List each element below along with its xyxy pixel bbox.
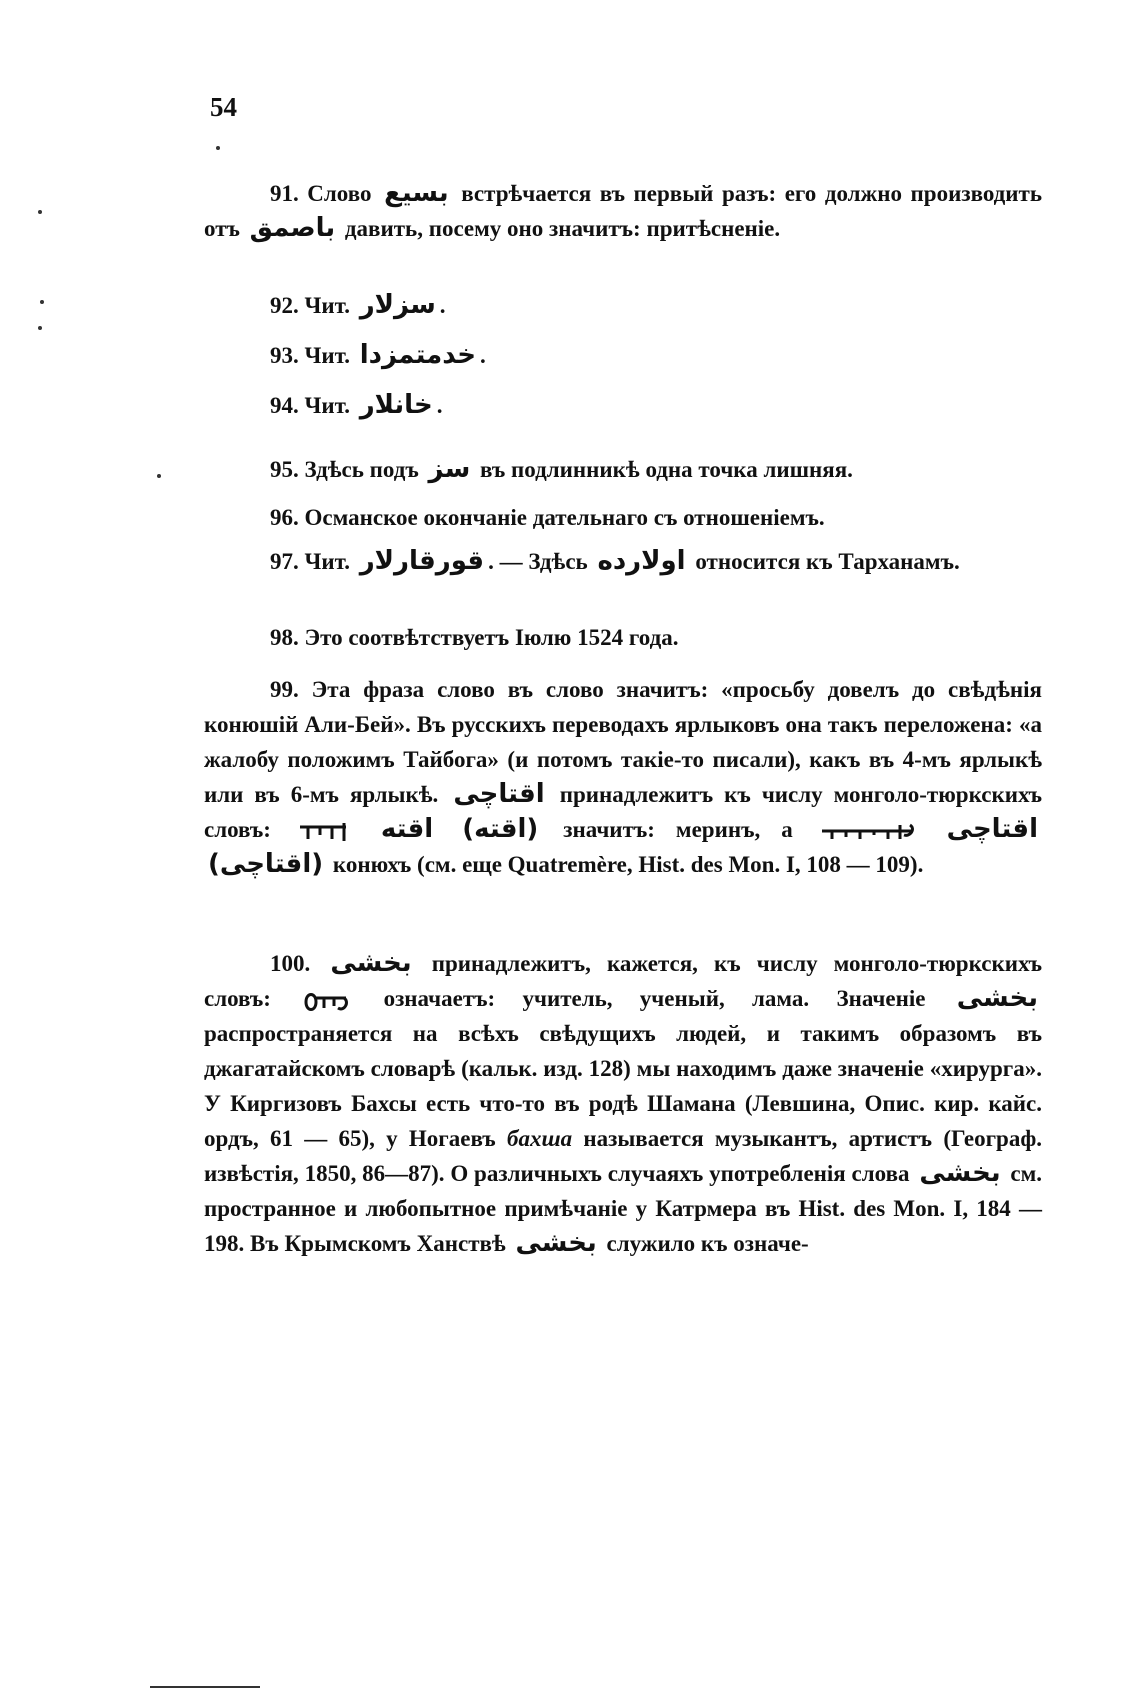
note-97 bbox=[204, 544, 1042, 579]
page-number: 54 bbox=[210, 92, 237, 122]
note-text: служило къ означе- bbox=[606, 1231, 809, 1256]
print-speck bbox=[38, 326, 42, 330]
note-text: Чит. bbox=[304, 293, 350, 318]
note-number: 93. bbox=[270, 343, 299, 368]
arabic-word: قورقارلار bbox=[359, 546, 485, 576]
arabic-word: (اقته) bbox=[462, 814, 539, 844]
note-text: относится къ Тарханамъ. bbox=[695, 549, 960, 574]
arabic-word: اولارده bbox=[597, 546, 686, 576]
note-text: Чит. bbox=[304, 343, 350, 368]
note-text: Слово bbox=[307, 181, 372, 206]
print-speck bbox=[216, 146, 220, 150]
note-text: значитъ: меринъ, а bbox=[563, 817, 793, 842]
arabic-word: بخشی bbox=[956, 983, 1039, 1013]
arabic-word: سزلار bbox=[359, 290, 436, 320]
print-speck bbox=[157, 474, 161, 478]
note-100 bbox=[204, 946, 1042, 1261]
note-text: Османское окончаніе дательнаго съ отношеніемъ. bbox=[304, 505, 825, 530]
note-number: 97. bbox=[270, 549, 299, 574]
print-speck bbox=[40, 300, 44, 304]
note-text: . bbox=[439, 293, 446, 318]
arabic-word: باصمق bbox=[249, 213, 336, 243]
arabic-word: (اقتاچی) bbox=[208, 849, 324, 879]
note-text: принадлежитъ къ числу монголо-тюркскихъ словъ: bbox=[204, 782, 1043, 842]
note-number: 94. bbox=[270, 393, 299, 418]
arabic-word: اقته bbox=[380, 814, 434, 844]
note-text: . bbox=[480, 343, 486, 368]
note-text: Эта фраза слово въ слово значитъ: «просьбу довелъ до свѣдѣнія конюшій Али-Бей». Въ русскихъ переводахъ ярлыковъ она такъ переложена: «а жалобу положимъ Тайбога» (и потомъ такіе-то писали), какъ въ 4-мъ ярлыкѣ или въ 6-мъ ярлыкѣ. bbox=[204, 677, 1042, 807]
arabic-word: بخشی bbox=[919, 1158, 1001, 1188]
note-95 bbox=[204, 452, 1042, 487]
note-94 bbox=[204, 388, 1042, 423]
arabic-word: بخشی bbox=[330, 948, 412, 978]
note-text: конюхъ (см. еще Quatremère, Hist. des Mon. I, 108 — 109). bbox=[332, 852, 924, 877]
note-number: 91. bbox=[270, 181, 299, 206]
note-text: Здѣсь подъ bbox=[304, 457, 419, 482]
note-number: 92. bbox=[270, 293, 299, 318]
note-text: принадлежитъ, кажется, къ числу монголо-тюркскихъ словъ: bbox=[204, 951, 1043, 1011]
note-96 bbox=[204, 500, 1042, 535]
arabic-word: اقتاچی bbox=[946, 814, 1038, 844]
note-text: распространяется на всѣхъ свѣдущихъ людей, и такимъ образомъ въ джагатайскомъ словарѣ (кальк. изд. 128) мы находимъ даже значеніе «хирурга». У Киргизовъ Бахсы есть что-то въ родѣ Шамана (Левшина, Опис. кир. кайс. ордъ, 61 — 65), у Ногаевъ bbox=[204, 1021, 1042, 1151]
arabic-word: بخشی bbox=[515, 1228, 597, 1258]
note-number: 96. bbox=[270, 505, 299, 530]
arabic-word: اقتاچی bbox=[453, 779, 545, 809]
arabic-word: بسيع bbox=[384, 178, 449, 208]
note-number: 100. bbox=[270, 951, 311, 976]
note-text: означаетъ: учитель, ученый, лама. Значеніе bbox=[383, 986, 926, 1011]
note-93 bbox=[204, 338, 1042, 373]
note-text: . — Здѣсь bbox=[488, 549, 588, 574]
note-text: . bbox=[436, 393, 443, 418]
note-text: въ подлинникѣ одна точка лишняя. bbox=[480, 457, 853, 482]
note-text: называется музыкантъ, артистъ (Географ. извѣстія, 1850, 86—87). О различныхъ случаяхъ употребленія слова bbox=[204, 1126, 1042, 1186]
italic-word: бахша bbox=[506, 1126, 573, 1151]
bottom-rule bbox=[150, 1686, 260, 1688]
mongolian-script-word bbox=[298, 821, 350, 843]
note-text: Это соотвѣтствуетъ Іюлю 1524 года. bbox=[304, 625, 679, 650]
note-number: 98. bbox=[270, 625, 299, 650]
arabic-word: خانلار bbox=[359, 390, 433, 420]
note-99 bbox=[204, 672, 1042, 882]
note-98 bbox=[204, 620, 1042, 655]
mongolian-script-word bbox=[820, 821, 916, 843]
note-number: 95. bbox=[270, 457, 299, 482]
note-text: Чит. bbox=[304, 393, 350, 418]
note-number: 99. bbox=[270, 677, 299, 702]
note-text: давить, посему оно значитъ: притѣсненіе. bbox=[344, 216, 781, 241]
print-speck bbox=[38, 210, 42, 214]
note-text: встрѣчается въ первый разъ: его должно производить отъ bbox=[204, 181, 1043, 241]
arabic-word: سز bbox=[428, 454, 471, 484]
mongolian-script-word bbox=[304, 990, 350, 1012]
note-text: см. пространное и любопытное примѣчаніе у Катрмера въ Hist. des Mon. I, 184 — 198. Въ Крымскомъ Ханствѣ bbox=[204, 1161, 1042, 1256]
note-92 bbox=[204, 288, 1042, 323]
note-91 bbox=[204, 176, 1042, 246]
note-text: Чит. bbox=[304, 549, 350, 574]
arabic-word: خدمتمزدا bbox=[359, 340, 477, 370]
